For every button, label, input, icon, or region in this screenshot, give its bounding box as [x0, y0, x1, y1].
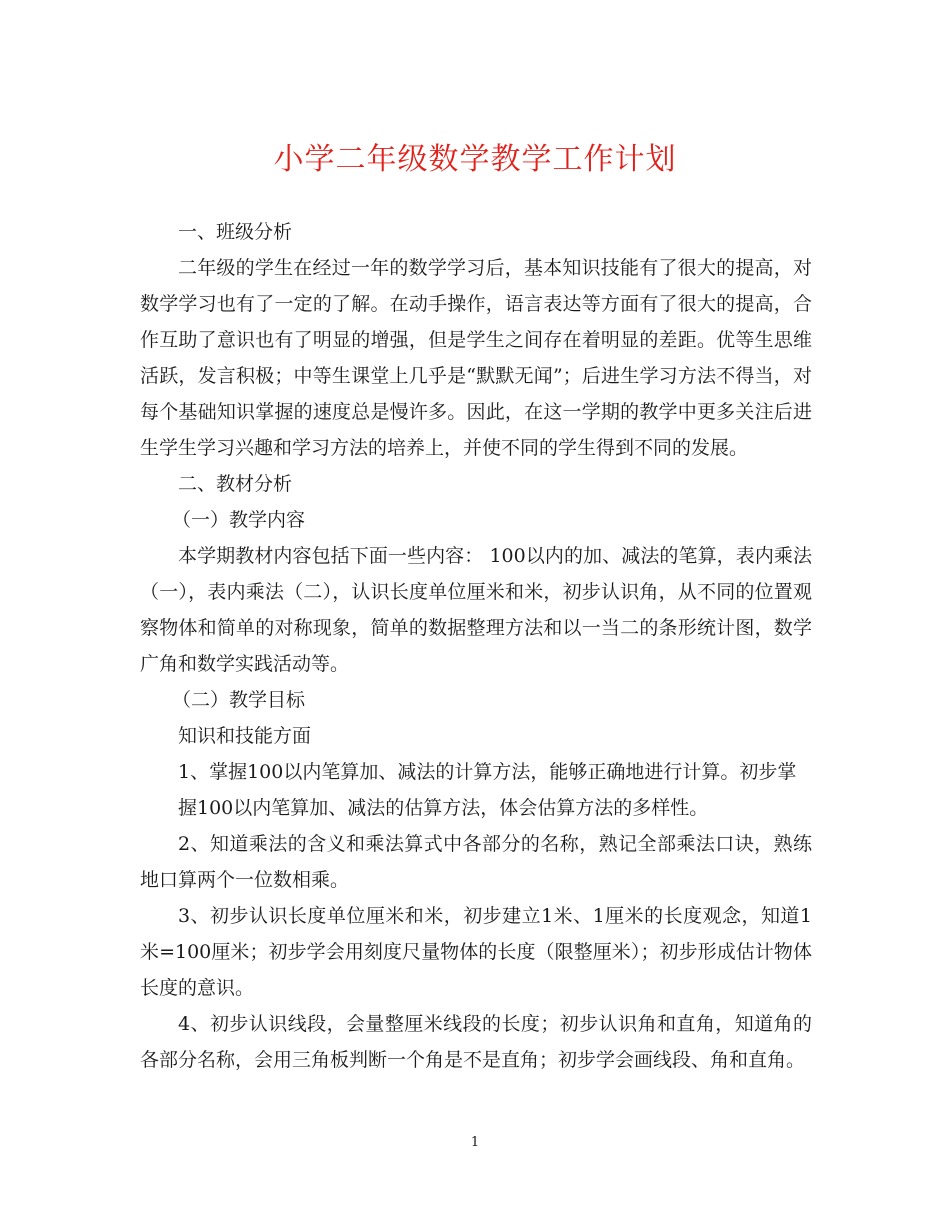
subheading-teaching-content: （一）教学内容: [172, 509, 306, 531]
section-heading-textbook-analysis: 二、教材分析: [178, 473, 293, 495]
subheading-teaching-goals: （二）教学目标: [172, 689, 306, 711]
paragraph-teaching-content: 本学期教材内容包括下面一些内容： 100以内的加、减法的笔算，表内乘法（一），表内乘法（二），认识长度单位厘米和米，初步认识角，从不同的位置观察物体和简单的对称现象，简单的数据整理方法和以一当二的条形统计图，数学广角和数学实践活动等。: [140, 545, 812, 675]
list-item-goal-3: 3、初步认识长度单位厘米和米，初步建立1米、1厘米的长度观念，知道1米=100厘米；初步学会用刻度尺量物体的长度（限整厘米）；初步形成估计物体长度的意识。: [140, 905, 812, 999]
list-item-goal-4: 4、初步认识线段，会量整厘米线段的长度；初步认识角和直角，知道角的各部分名称，会用三角板判断一个角是不是直角；初步学会画线段、角和直角。: [140, 1013, 812, 1071]
list-item-goal-1: 1、掌握100以内笔算加、减法的计算方法，能够正确地进行计算。初步掌: [178, 761, 797, 783]
document-title: 小学二年级数学教学工作计划: [273, 142, 677, 177]
list-item-goal-1-continued: 握100以内笔算加、减法的估算方法，体会估算方法的多样性。: [178, 797, 709, 819]
list-item-goal-2: 2、知道乘法的含义和乘法算式中各部分的名称，熟记全部乘法口诀，熟练地口算两个一位数相乘。: [140, 833, 812, 891]
document-body: [140, 214, 812, 1078]
paragraph-class-analysis: 二年级的学生在经过一年的数学学习后，基本知识技能有了很大的提高，对数学学习也有了一定的了解。在动手操作，语言表达等方面有了很大的提高，合作互助了意识也有了明显的增强，但是学生之间存在着明显的差距。优等生思维活跃，发言积极；中等生课堂上几乎是“默默无闻”；后进生学习方法不得当，对每个基础知识掌握的速度总是慢许多。因此，在这一学期的教学中更多关注后进生学生学习兴趣和学习方法的培养上，并使不同的学生得到不同的发展。: [140, 257, 812, 459]
subheading-knowledge-skills: 知识和技能方面: [178, 725, 312, 747]
page-number: 1: [470, 1135, 480, 1150]
section-heading-class-analysis: 一、班级分析: [178, 221, 293, 243]
